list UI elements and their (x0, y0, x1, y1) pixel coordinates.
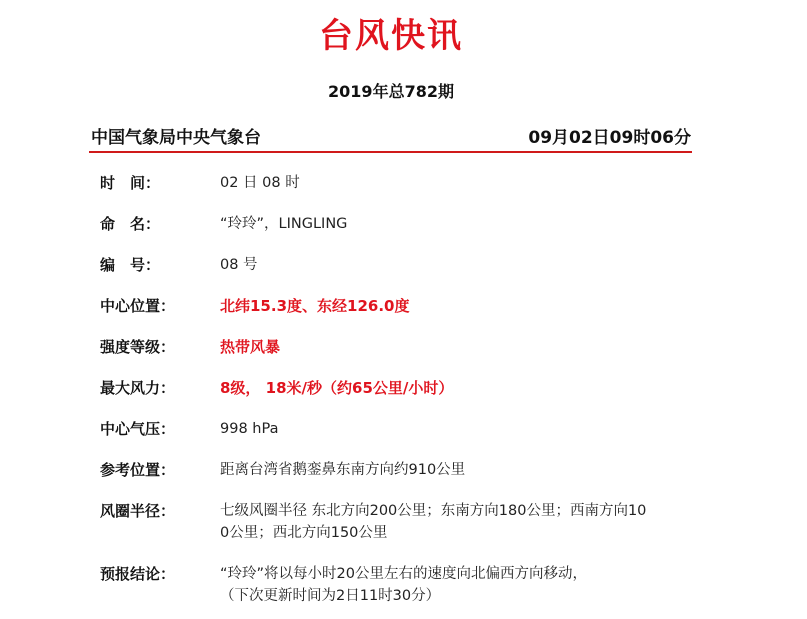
pressure-value: 998 hPa (220, 421, 279, 437)
number-label: 编 号： (100, 256, 161, 274)
issue-number: 2019年总782期 (328, 82, 454, 101)
center-position-label: 中心位置： (100, 297, 176, 315)
agency-name: 中国气象局中央气象台 (91, 128, 261, 148)
intensity-value: 热带风暴 (220, 338, 281, 356)
row-number (100, 254, 700, 276)
row-time (100, 172, 700, 194)
page-title: 台风快讯 (319, 16, 463, 56)
forecast-line-2: （下次更新时间为2日11时30分） (220, 588, 441, 604)
row-forecast (100, 563, 700, 607)
name-value: “玲玲”，LINGLING (220, 216, 348, 232)
row-reference-position (100, 459, 700, 481)
header-divider (89, 151, 692, 153)
forecast-value (220, 563, 690, 607)
row-intensity (100, 336, 700, 358)
row-max-wind (100, 377, 700, 399)
bulletin-header (91, 123, 691, 148)
reference-position-value: 距离台湾省鹅銮鼻东南方向约910公里 (220, 462, 466, 478)
row-name (100, 213, 700, 235)
max-wind-value: 8级， 18米/秒（约65公里/小时） (220, 379, 454, 397)
max-wind-label: 最大风力： (100, 379, 176, 397)
wind-radius-line-1: 七级风圈半径 东北方向200公里；东南方向180公里；西南方向10 (220, 503, 647, 519)
intensity-label: 强度等级： (100, 338, 176, 356)
wind-radius-label: 风圈半径： (100, 502, 176, 520)
number-value: 08 号 (220, 257, 258, 273)
pressure-label: 中心气压： (100, 420, 176, 438)
wind-radius-line-2: 0公里；西北方向150公里 (220, 525, 388, 541)
row-pressure (100, 418, 700, 440)
wind-radius-value (220, 500, 690, 544)
center-position-value: 北纬15.3度、东经126.0度 (220, 297, 410, 315)
row-wind-radius (100, 500, 700, 544)
forecast-label: 预报结论： (100, 565, 176, 583)
name-label: 命 名： (100, 215, 161, 233)
time-value: 02 日 08 时 (220, 175, 300, 191)
issue-datetime: 09月02日09时06分 (528, 128, 691, 148)
time-label: 时 间： (100, 174, 161, 192)
row-center-position (100, 295, 700, 317)
reference-position-label: 参考位置： (100, 461, 176, 479)
forecast-line-1: “玲玲”将以每小时20公里左右的速度向北偏西方向移动， (220, 566, 587, 582)
